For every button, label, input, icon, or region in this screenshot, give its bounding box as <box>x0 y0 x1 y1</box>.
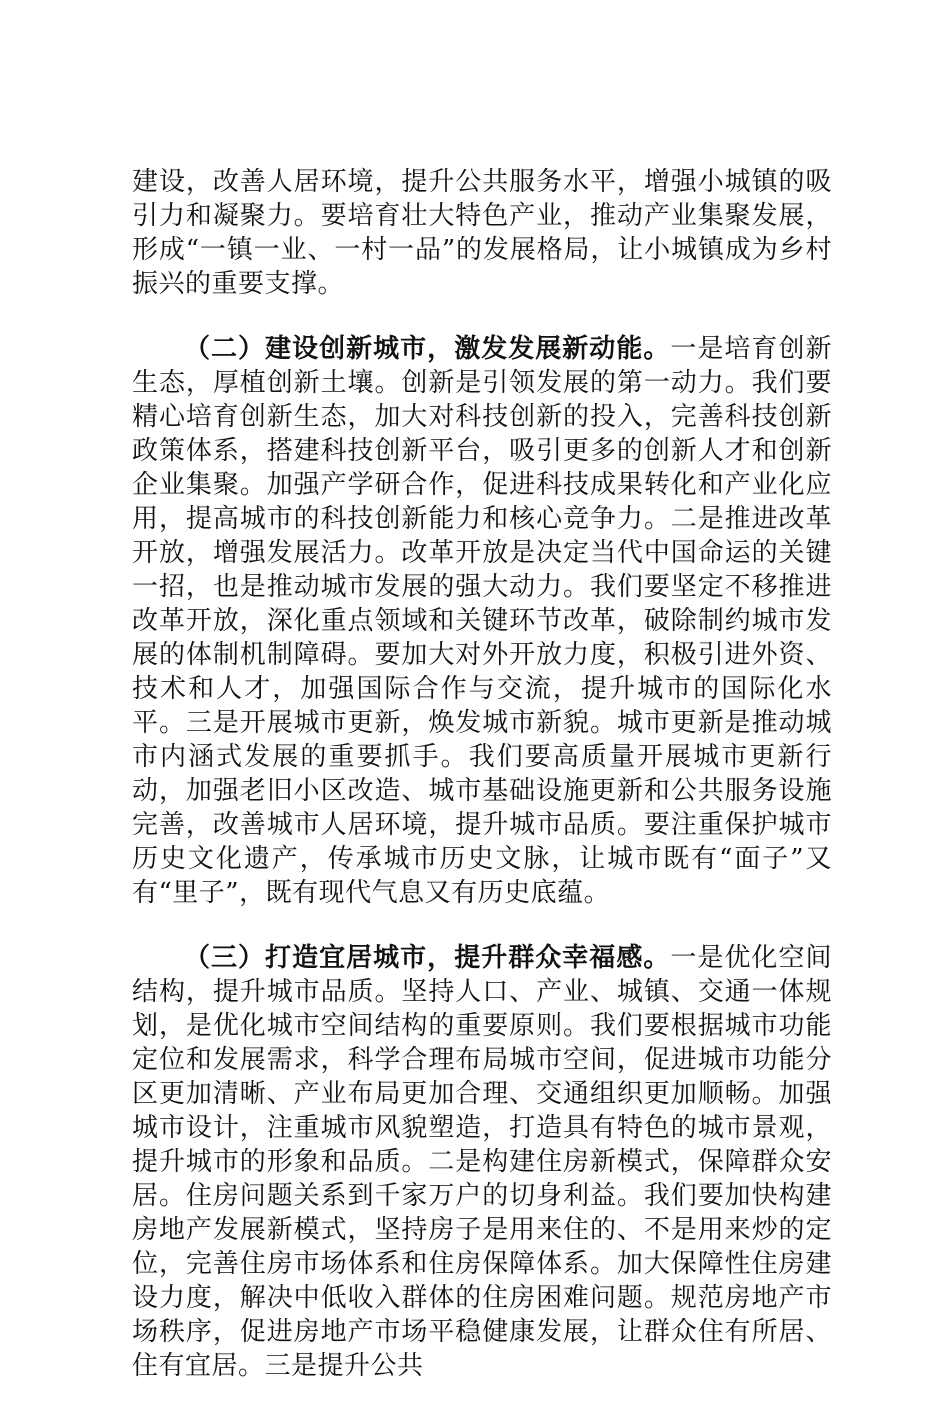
section-heading: （二）建设创新城市，激发发展新动能。 <box>184 334 671 364</box>
document-page <box>132 165 832 1414</box>
paragraph-text: 一是培育创新生态，厚植创新土壤。创新是引领发展的第一动力。我们要精心培育创新生态，加大对科技创新的投入，完善科技创新政策体系，搭建科技创新平台，吸引更多的创新人才和创新企业集聚。加强产学研合作，促进科技成果转化和产业化应用，提高城市的科技创新能力和核心竞争力。二是推进改革开放，增强发展活力。改革开放是决定当代中国命运的关键一招，也是推动城市发展的强大动力。我们要坚定不移推进改革开放，深化重点领域和关键环节改革，破除制约城市发展的体制机制障碍。要加大对外开放力度，积极引进外资、技术和人才，加强国际合作与交流，提升城市的国际化水平。三是开展城市更新，焕发城市新貌。城市更新是推动城市内涵式发展的重要抓手。我们要高质量开展城市更新行动，加强老旧小区改造、城市基础设施更新和公共服务设施完善，改善城市人居环境，提升城市品质。要注重保护城市历史文化遗产，传承城市历史文脉，让城市既有“面子”又有“里子”，既有现代气息又有历史底蕴。 <box>132 334 832 908</box>
paragraph-section-3 <box>132 941 832 1383</box>
paragraph-text: 建设，改善人居环境，提升公共服务水平，增强小城镇的吸引力和凝聚力。要培育壮大特色产业，推动产业集聚发展，形成“一镇一业、一村一品”的发展格局，让小城镇成为乡村振兴的重要支撑。 <box>132 167 832 299</box>
paragraph-text: 一是优化空间结构，提升城市品质。坚持人口、产业、城镇、交通一体规划，是优化城市空间结构的重要原则。我们要根据城市功能定位和发展需求，科学合理布局城市空间，促进城市功能分区更加清晰、产业布局更加合理、交通组织更加顺畅。加强城市设计，注重城市风貌塑造，打造具有特色的城市景观，提升城市的形象和品质。二是构建住房新模式，保障群众安居。住房问题关系到千家万户的切身利益。我们要加快构建房地产发展新模式，坚持房子是用来住的、不是用来炒的定位，完善住房市场体系和住房保障体系。加大保障性住房建设力度，解决中低收入群体的住房困难问题。规范房地产市场秩序，促进房地产市场平稳健康发展，让群众住有所居、住有宜居。三是提升公共 <box>132 943 832 1381</box>
paragraph-continuation <box>132 165 832 301</box>
paragraph-section-2 <box>132 332 832 910</box>
section-heading: （三）打造宜居城市，提升群众幸福感。 <box>184 943 671 973</box>
